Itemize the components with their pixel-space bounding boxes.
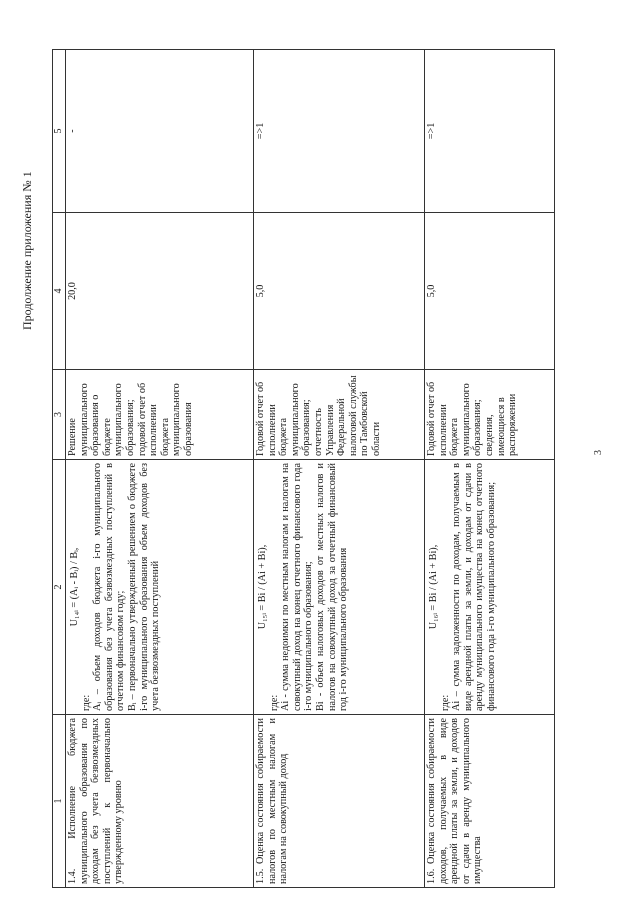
- formula: U₁₄ᵢ = (Aᵢ - Bᵢ) / Bᵢ,: [69, 547, 80, 627]
- formula-cell: [425, 460, 555, 715]
- continuation-title: Продолжение приложения № 1: [20, 171, 34, 330]
- appendix-table: [52, 49, 555, 888]
- header-col-2: 2: [53, 460, 66, 715]
- formula: U₁₅ᵢ = Bi / (Ai + Bi),: [257, 544, 268, 630]
- threshold-cell: -: [66, 50, 254, 213]
- formula-line: Bi - объем налоговых доходов от местных налогов и налогов на совокупный доход за отчетный финансовый год i-го муниципального образования: [314, 463, 350, 711]
- formula-cell: [254, 460, 425, 715]
- weight-cell: 5,0: [425, 213, 555, 370]
- weight-cell: 5,0: [254, 213, 425, 370]
- formula-line: Ai - сумма недоимки по местным налогам и налогам на совокупный доход на конец отчетного финансового года i-го муниципального образования;: [280, 463, 315, 711]
- page-number: 3: [593, 450, 604, 455]
- header-row: [53, 50, 66, 888]
- formula-line: Ai – сумма задолженности по доходам, получаемым в виде арендной платы за земли, и доходам от сдачи в аренду муниципального имущества на конец отчетного финансового года i-го муниципального образования;: [451, 463, 497, 711]
- table-row: [425, 50, 555, 888]
- table-row: [66, 50, 254, 888]
- formula-cell: [66, 460, 254, 715]
- header-col-5: 5: [53, 50, 66, 213]
- formula-line: Bᵢ – первоначально утвержденный решением о бюджете i-го муниципального образования объем доходов без учета безвозмездных поступлений: [126, 463, 162, 711]
- threshold-cell: =>1: [254, 50, 425, 213]
- header-col-3: 3: [53, 370, 66, 460]
- formula-line: где:: [439, 694, 451, 711]
- formula-line: где:: [268, 694, 280, 711]
- header-col-4: 4: [53, 213, 66, 370]
- formula-line: Aᵢ – объем доходов бюджета i-го муниципального образования без учета безвозмездных поступлений в отчетном финансовом году;: [92, 463, 127, 711]
- table-row: [254, 50, 425, 888]
- indicator-cell: 1.5. Оценка состояния собираемости налогов по местным налогам и налогам на совокупный доход: [254, 715, 425, 888]
- source-cell: Решение муниципального образования о бюджете муниципального образования; годовой отчет об исполнении бюджета муниципального образования: [66, 370, 254, 460]
- indicator-cell: 1.6. Оценка состояния собираемости доходов, получаемых в виде арендной платы за земли, и доходов от сдачи в аренду муниципального имущества: [425, 715, 555, 888]
- weight-cell: 20,0: [66, 213, 254, 370]
- threshold-cell: =>1: [425, 50, 555, 213]
- formula: U₁₆ᵢ = Bi / (Ai + Bi),: [428, 544, 439, 630]
- formula-line: где:: [80, 694, 92, 711]
- source-cell: Годовой отчет об исполнении бюджета муниципального образования; сведения, имеющиеся в распоряжении: [425, 370, 555, 460]
- header-col-1: 1: [53, 715, 66, 888]
- indicator-cell: 1.4. Исполнение бюджета муниципального образования по доходам без учета безвозмездных поступлений к первоначально утвержденному уровню: [66, 715, 254, 888]
- source-cell: Годовой отчет об исполнении бюджета муниципального образования; отчетность Управления Федеральной налоговой службы по Тамбовской области: [254, 370, 425, 460]
